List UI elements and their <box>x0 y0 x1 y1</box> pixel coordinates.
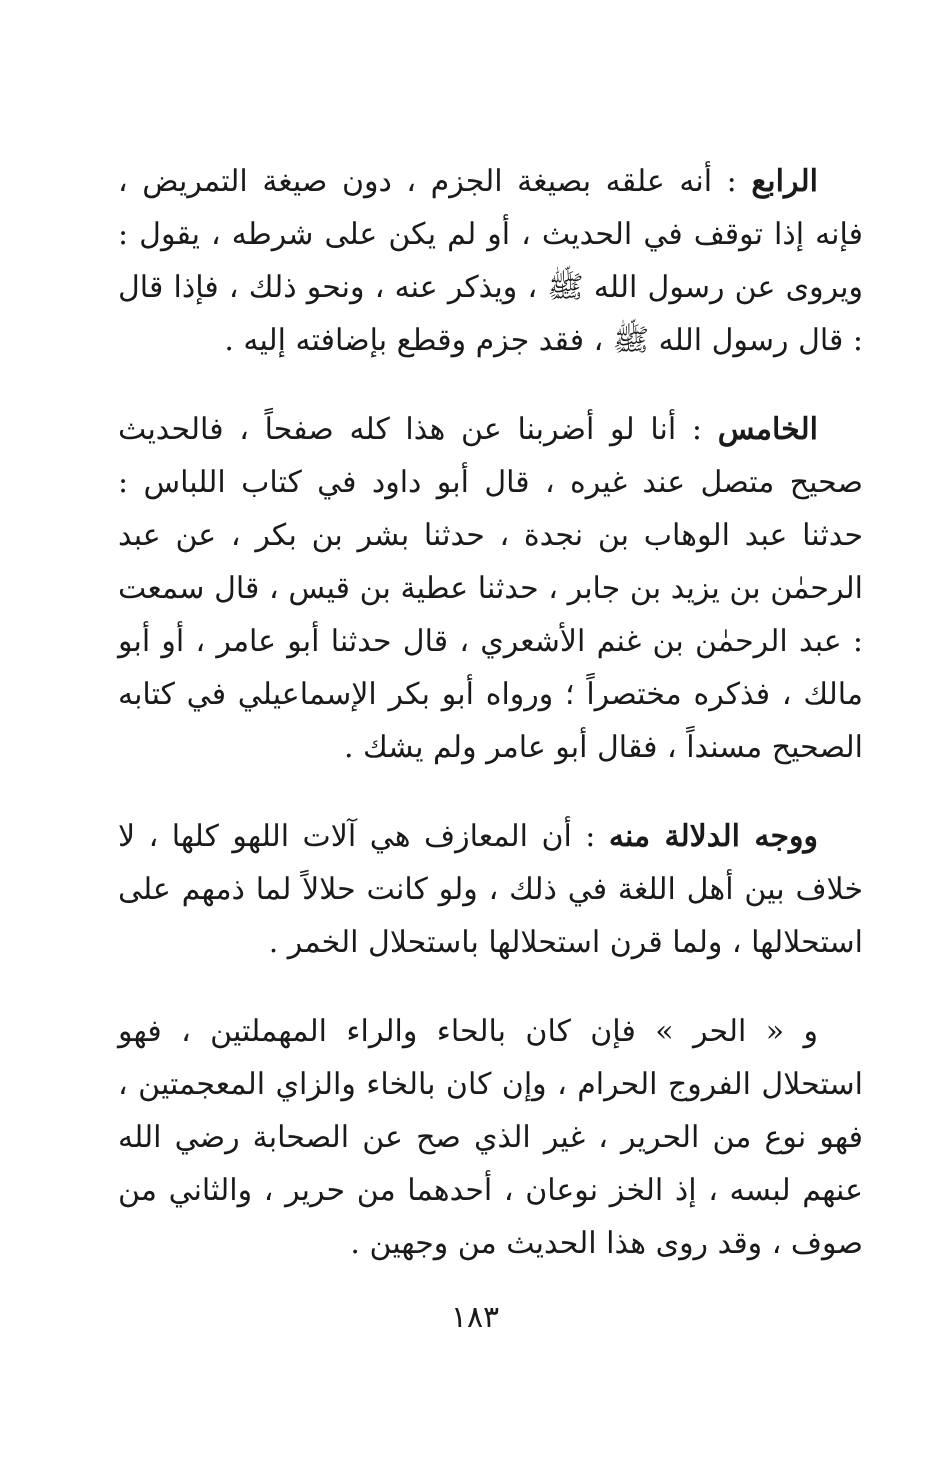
paragraph-lead: الخامس <box>717 412 818 447</box>
paragraph-lead: ووجه الدلالة منه <box>608 819 818 854</box>
paragraph-text: : أنه علقه بصيغة الجزم ، دون صيغة التمريض ، فإنه إذا توقف في الحديث ، أو لم يكن على شرطه ، يقول : ويروى عن رسول الله ﷺ ، ويذكر عنه ، ونحو ذلك ، فإذا قال : قال رسول الله ﷺ ، فقد جزم وقطع بإضافته إليه . <box>118 164 863 358</box>
page-body <box>118 155 863 1306</box>
paragraph-text: : أنا لو أضربنا عن هذا كله صفحاً ، فالحديث صحيح متصل عند غيره ، قال أبو داود في كتاب اللباس : حدثنا عبد الوهاب بن نجدة ، حدثنا بشر بن بكر ، عن عبد الرحمٰن بن يزيد بن جابر ، حدثنا عطية بن قيس ، قال سمعت : عبد الرحمٰن بن غنم الأشعري ، قال حدثنا أبو عامر ، أو أبو مالك ، فذكره مختصراً ؛ ورواه أبو بكر الإسماعيلي في كتابه الصحيح مسنداً ، فقال أبو عامر ولم يشك . <box>118 412 863 765</box>
paragraph-lead: الرابع <box>751 164 818 199</box>
page-number: ١٨٣ <box>450 1300 500 1335</box>
paragraph-text: و « الحر » فإن كان بالحاء والراء المهملتين ، فهو استحلال الفروج الحرام ، وإن كان بالخاء والزاي المعجمتين ، فهو نوع من الحرير ، غير الذي صح عن الصحابة رضي الله عنهم لبسه ، إذ الخز نوعان ، أحدهما من حرير ، والثاني من صوف ، وقد روى هذا الحديث من وجهين . <box>118 1014 863 1261</box>
paragraph-wajh-al-dalala <box>118 810 863 969</box>
paragraph-khamis <box>118 403 863 774</box>
paragraph-rabi <box>118 155 863 367</box>
paragraph-text: : أن المعازف هي آلات اللهو كلها ، لا خلاف بين أهل اللغة في ذلك ، ولو كانت حلالاً لما ذمهم على استحلالها ، ولما قرن استحلالها باستحلال الخمر . <box>118 819 863 960</box>
paragraph-al-hir <box>118 1005 863 1270</box>
